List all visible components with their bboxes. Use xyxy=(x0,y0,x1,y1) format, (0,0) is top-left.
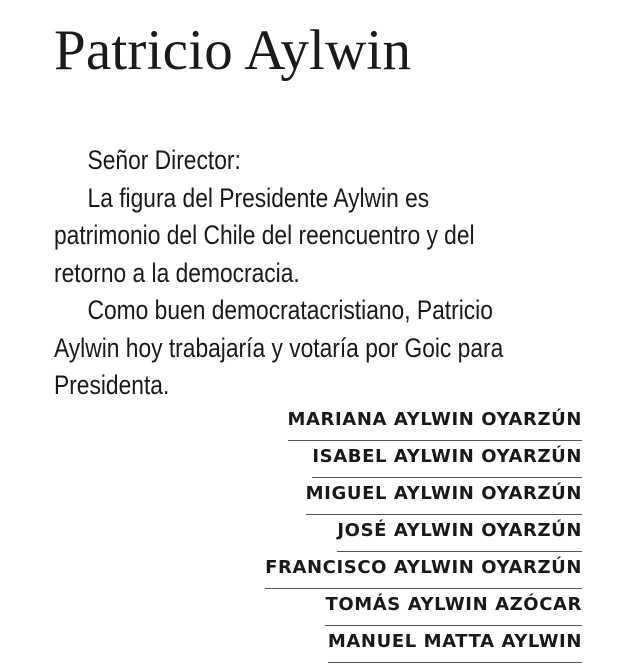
signature: MIGUEL AYLWIN OYARZÚN xyxy=(306,478,582,515)
signature: ISABEL AYLWIN OYARZÚN xyxy=(312,441,582,478)
signature: MARIANA AYLWIN OYARZÚN xyxy=(288,404,583,441)
paragraph: La figura del Presidente Aylwin es patrimonio del Chile del reencuentro y del retorno a la democracia. xyxy=(54,182,475,288)
salutation: Señor Director: xyxy=(87,145,241,175)
letter-body xyxy=(54,142,518,405)
paragraph: Como buen democratacristiano, Patricio Aylwin hoy trabajaría y votaría por Goic para Presidenta. xyxy=(54,295,504,400)
signature: JOSÉ AYLWIN OYARZÚN xyxy=(337,515,582,552)
signature: TOMÁS AYLWIN AZÓCAR xyxy=(325,589,582,626)
signature: MANUEL MATTA AYLWIN xyxy=(328,626,582,663)
letter-title: Patricio Aylwin xyxy=(54,19,412,82)
signature-list xyxy=(265,404,582,663)
signature: FRANCISCO AYLWIN OYARZÚN xyxy=(265,552,582,589)
